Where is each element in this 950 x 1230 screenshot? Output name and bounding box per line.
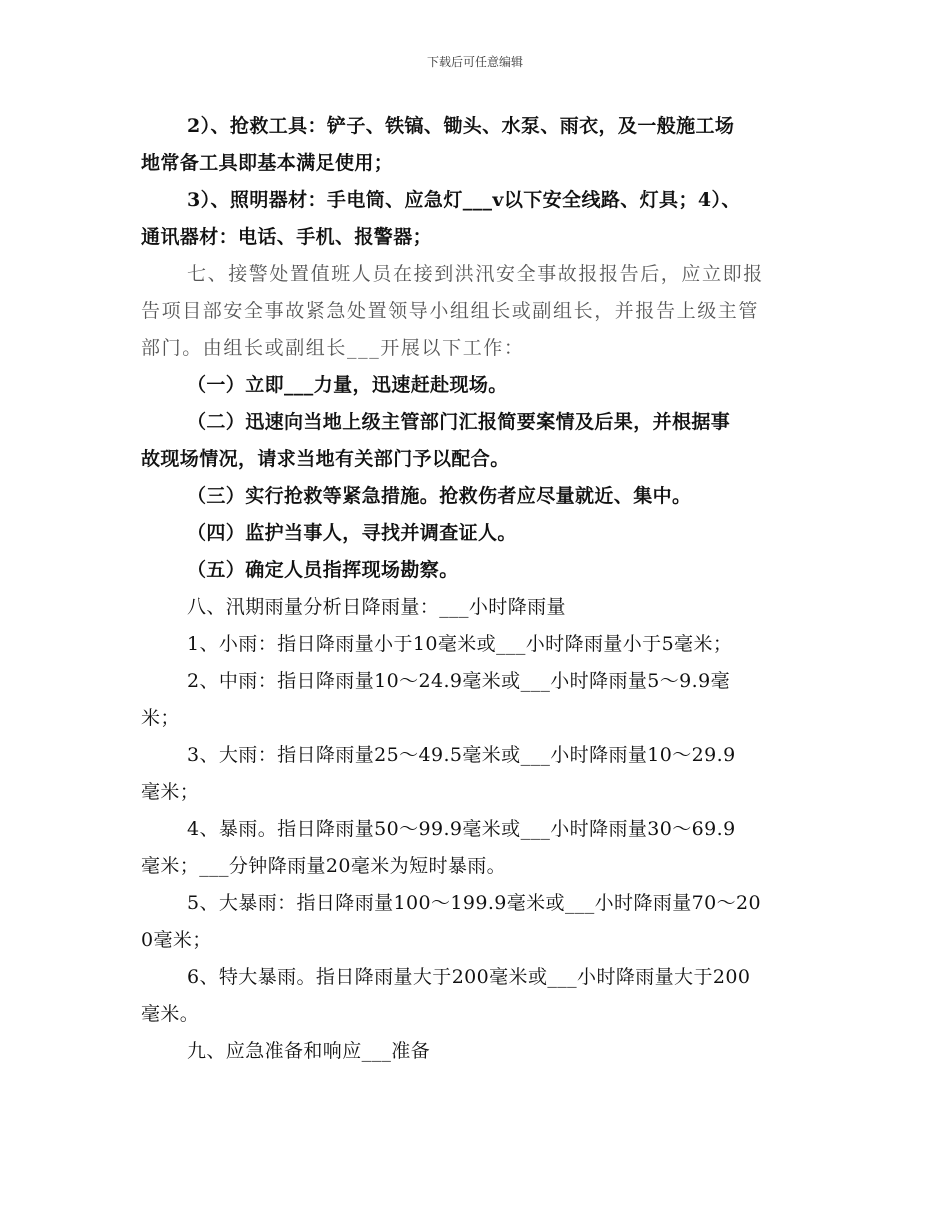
paragraph-line: （一）立即___力量，迅速赶赴现场。	[187, 374, 508, 396]
paragraph-line: （四）监护当事人，寻找并调查证人。	[187, 522, 517, 544]
paragraph-line: 毫米。	[141, 1003, 200, 1025]
paragraph-line: 故现场情况，请求当地有关部门予以配合。	[141, 448, 510, 470]
paragraph-line: 1、小雨：指日降雨量小于10毫米或___小时降雨量小于5毫米；	[187, 633, 733, 655]
paragraph-line: 八、汛期雨量分析日降雨量：___小时降雨量	[187, 596, 566, 618]
paragraph-line: 3）、照明器材：手电筒、应急灯___v以下安全线路、灯具；4）、	[187, 189, 741, 211]
paragraph-line: 告项目部安全事故紧急处置领导小组组长或副组长，并报告上级主管	[141, 300, 760, 322]
paragraph-line: 6、特大暴雨。指日降雨量大于200毫米或___小时降雨量大于200	[187, 966, 751, 988]
paragraph-line: 2、中雨：指日降雨量10～24.9毫米或___小时降雨量5～9.9毫	[187, 670, 730, 692]
paragraph-line: 3、大雨：指日降雨量25～49.5毫米或___小时降雨量10～29.9	[187, 744, 736, 766]
paragraph-line: 九、应急准备和响应___准备	[187, 1040, 431, 1062]
paragraph-line: 米；	[141, 707, 180, 729]
paragraph-line: 毫米；___分钟降雨量20毫米为短时暴雨。	[141, 855, 507, 877]
paragraph-line: 地常备工具即基本满足使用；	[141, 152, 394, 174]
paragraph-line: 部门。由组长或副组长___开展以下工作：	[141, 337, 525, 359]
paragraph-line: 5、大暴雨：指日降雨量100～199.9毫米或___小时降雨量70～20	[187, 892, 762, 914]
paragraph-line: （五）确定人员指挥现场勘察。	[187, 559, 459, 581]
page-header: 下载后可任意编辑	[426, 55, 523, 69]
paragraph-line: 2）、抢救工具：铲子、铁镐、锄头、水泵、雨衣，及一般施工场	[187, 115, 735, 137]
paragraph-line: 毫米；	[141, 781, 200, 803]
paragraph-line: 4、暴雨。指日降雨量50～99.9毫米或___小时降雨量30～69.9	[187, 818, 736, 840]
paragraph-line: 通讯器材：电话、手机、报警器；	[141, 226, 433, 248]
paragraph-line: 0毫米；	[141, 929, 212, 951]
paragraph-line: 七、接警处置值班人员在接到洪汛安全事故报报告后，应立即报	[187, 263, 764, 285]
paragraph-line: （三）实行抢救等紧急措施。抢救伤者应尽量就近、集中。	[187, 485, 692, 507]
paragraph-line: （二）迅速向当地上级主管部门汇报简要案情及后果，并根据事	[187, 411, 731, 433]
